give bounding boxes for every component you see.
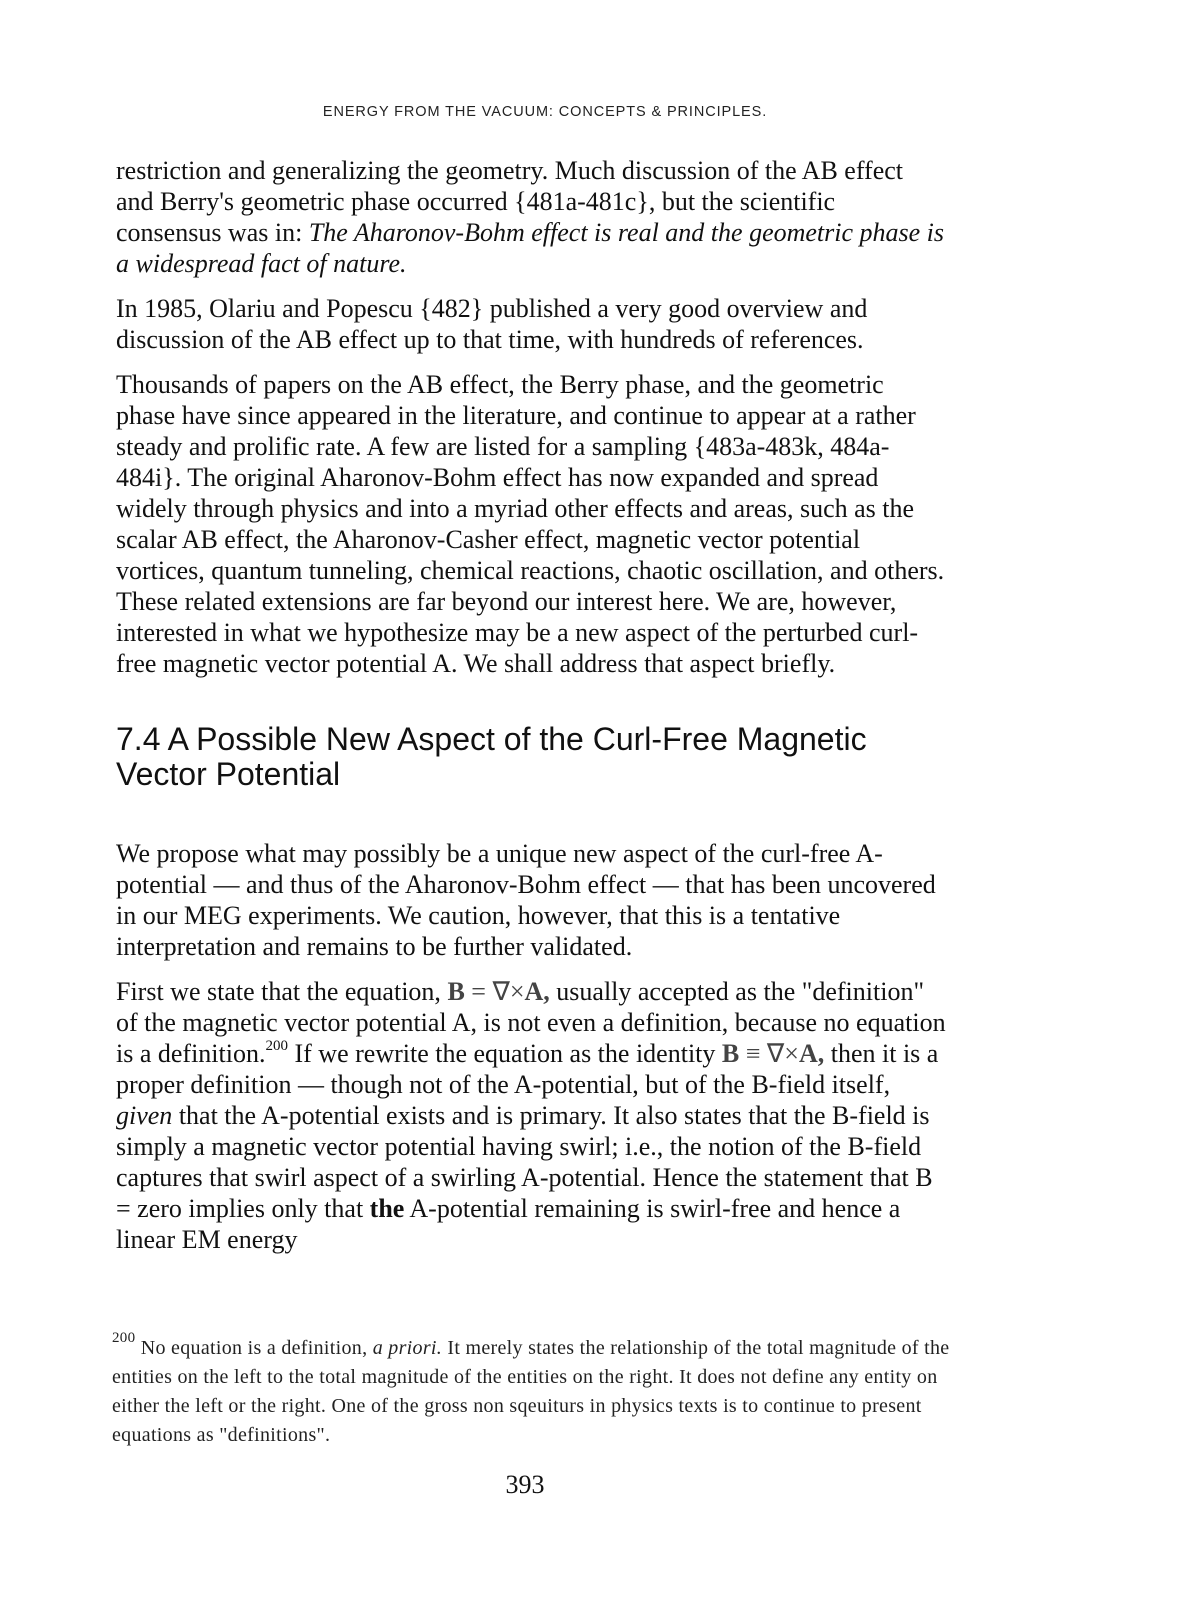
section-heading: 7.4 A Possible New Aspect of the Curl-Free Magnetic Vector Potential: [116, 721, 867, 792]
paragraph-3: Thousands of papers on the AB effect, the Berry phase, and the geometric phase have since appeared in the literature, and continue to appear at a rather steady and prolific rate. A few are listed for a sampling {483a-483k, 484a-484i}. The original Aharonov-Bohm effect has now expanded and spread widely through physics and into a myriad other effects and areas, such as the scalar AB effect, the Aharonov-Casher effect, magnetic vector potential vortices, quantum tunneling, chemical reactions, chaotic oscillation, and others. These related extensions are far beyond our interest here. We are, however, interested in what we hypothesize may be a new aspect of the perturbed curl-free magnetic vector potential A. We shall address that aspect briefly.: [116, 370, 945, 678]
equation-2-b: B: [721, 1039, 740, 1068]
paragraph-5-text-4: then it is a proper definition — though not of the A-potential, but of the B-field itself,: [116, 1039, 939, 1099]
equation-2-a: A,: [798, 1039, 825, 1068]
paragraph-2: In 1985, Olariu and Popescu {482} published a very good overview and discussion of the AB effect up to that time, with hundreds of references.: [116, 294, 868, 354]
footnote-number: 200: [112, 1330, 136, 1346]
equation-1-a: A,: [524, 977, 550, 1006]
footnote-reference[interactable]: 200: [265, 1038, 288, 1054]
paragraph-4: We propose what may possibly be a unique new aspect of the curl-free A-potential — and thus of the Aharonov-Bohm effect — that has been uncovered in our MEG experiments. We caution, however, that this is a tentative interpretation and remains to be further validated.: [116, 839, 936, 961]
footnote-text-2: It merely states the relationship of the total magnitude of the entities on the left to the total magnitude of the entities on the right. It does not define any entity on either the left or the right. One of the gross non sqeuiturs in physics texts is to continue to present equations as "definitions".: [112, 1337, 950, 1446]
paragraph-5-text-1: First we state that the equation,: [116, 977, 448, 1006]
paragraph-1-italic: The Aharonov-Bohm effect is real and the geometric phase is a widespread fact of nature.: [116, 218, 945, 278]
equation-2-operator: ≡ ∇×: [739, 1039, 799, 1068]
paragraph-5-text-6: A-potential remaining is swirl-free and hence a linear EM energy: [116, 1194, 901, 1254]
footnote-text-1: No equation is a definition,: [135, 1337, 373, 1359]
paragraph-1: [116, 155, 946, 279]
footnote-italic: a priori.: [372, 1337, 443, 1359]
footnote: [112, 1330, 952, 1450]
paragraph-1-text: restriction and generalizing the geometry. Much discussion of the AB effect and Berry's geometric phase occurred {481a-481c}, but the scientific consensus was in:: [116, 156, 903, 247]
equation-1-b: B: [447, 977, 465, 1006]
bold-the: the: [369, 1194, 405, 1223]
paragraph-5-text-5: that the A-potential exists and is primary. It also states that the B-field is simply a magnetic vector potential having swirl; i.e., the notion of the B-field captures that swirl aspect of a swirling A-potential. Hence the statement that B = zero implies only that: [116, 1101, 933, 1223]
page-number: 393: [505, 1470, 545, 1499]
equation-1-operator: = ∇×: [464, 977, 525, 1006]
running-header: ENERGY FROM THE VACUUM: CONCEPTS & PRINCIPLES.: [322, 104, 768, 120]
section-body: [116, 838, 946, 1269]
paragraph-5-text-3: If we rewrite the equation as the identity: [287, 1039, 722, 1068]
intro-body: [116, 155, 946, 693]
italic-given: given: [116, 1101, 173, 1130]
paragraph-5: [116, 976, 946, 1255]
paragraph-5-text-2: usually accepted as the "definition" of the magnetic vector potential A, is not even a definition, because no equation is a definition.: [116, 977, 946, 1068]
